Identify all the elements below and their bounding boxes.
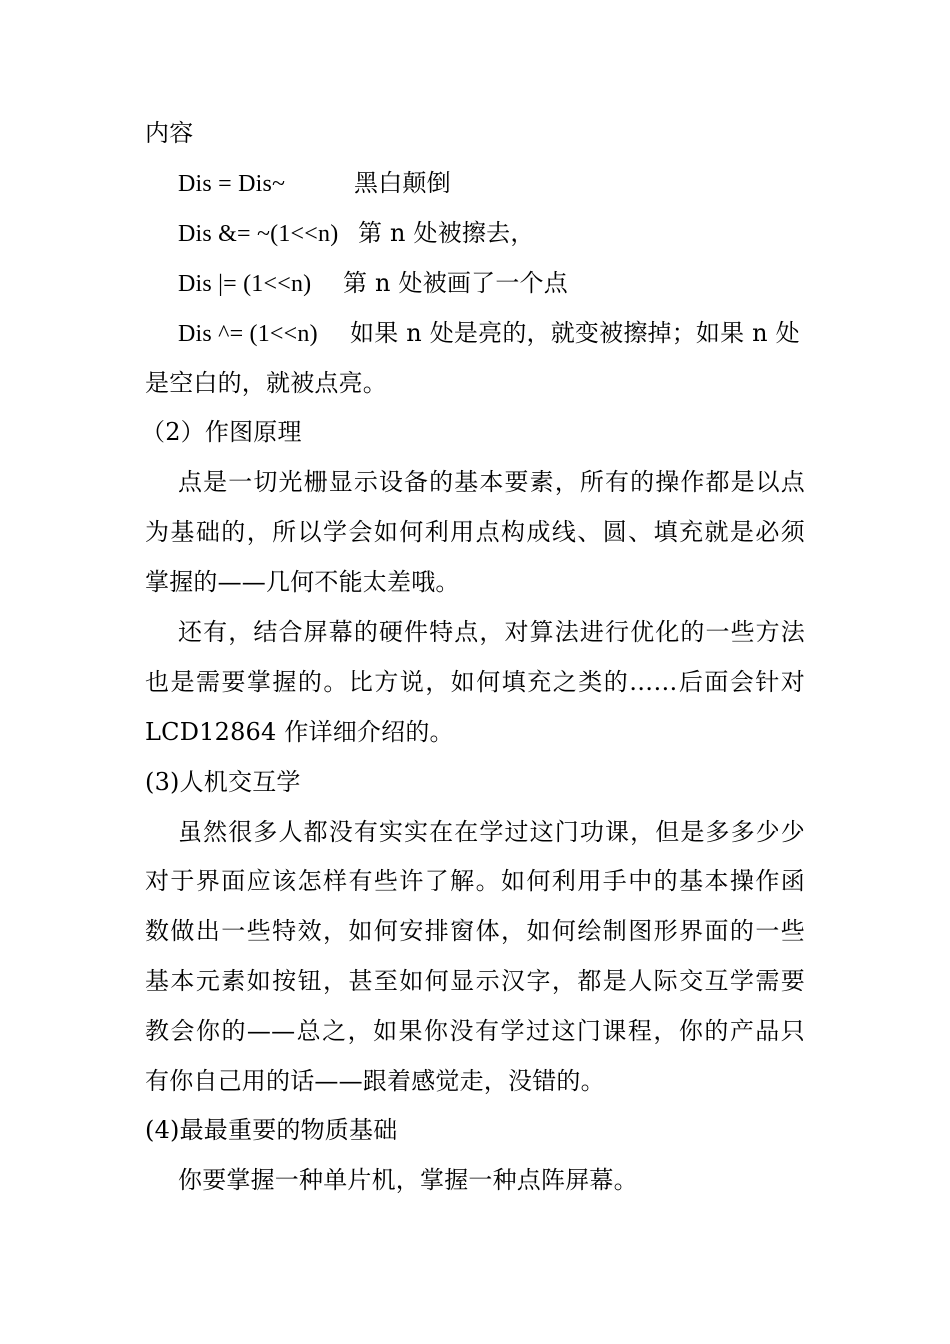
paragraph-line: 虽然很多人都没有实实在在学过这门功课，但是多多少少 [178,818,805,846]
paragraph-line: 教会你的——总之，如果你没有学过这门课程，你的产品只 [145,1017,805,1045]
code-line [178,168,451,199]
paragraph-line: 也是需要掌握的。比方说，如何填充之类的……后面会针对 [145,668,805,696]
code-description: 第 n 处被画了一个点 [343,269,568,297]
paragraph-line: 还有，结合屏幕的硬件特点，对算法进行优化的一些方法 [178,618,805,646]
paragraph-line: 掌握的——几何不能太差哦。 [145,568,460,596]
section-heading: (3)人机交互学 [145,768,301,796]
code-line [178,218,535,249]
text-line: 是空白的，就被点亮。 [145,369,387,397]
code-line [178,268,568,299]
paragraph-line: 基本元素如按钮，甚至如何显示汉字，都是人际交互学需要 [145,967,805,995]
code-description: 第 n 处被擦去， [358,219,535,247]
paragraph-line: 有你自己用的话——跟着感觉走，没错的。 [145,1067,605,1095]
paragraph-line: 你要掌握一种单片机，掌握一种点阵屏幕。 [178,1166,638,1194]
section-heading: (4)最最重要的物质基础 [145,1116,398,1144]
paragraph-line: 数做出一些特效，如何安排窗体，如何绘制图形界面的一些 [145,917,805,945]
section-heading: （2）作图原理 [141,418,302,446]
code-line [178,318,800,349]
text-line: 内容 [145,119,194,147]
code-expression: Dis ^= (1<<n) [178,321,318,347]
code-expression: Dis &= ~(1<<n) [178,221,339,247]
paragraph-line: 为基础的，所以学会如何利用点构成线、圆、填充就是必须 [145,518,805,546]
code-description: 黑白颠倒 [354,169,451,197]
code-expression: Dis = Dis~ [178,171,286,197]
code-expression: Dis |= (1<<n) [178,271,312,297]
paragraph-line: 对于界面应该怎样有些许了解。如何利用手中的基本操作函 [145,867,805,895]
code-description: 如果 n 处是亮的，就变被擦掉；如果 n 处 [350,319,800,347]
paragraph-line: 点是一切光栅显示设备的基本要素，所有的操作都是以点 [178,468,805,496]
paragraph-line: LCD12864 作详细介绍的。 [145,718,454,746]
